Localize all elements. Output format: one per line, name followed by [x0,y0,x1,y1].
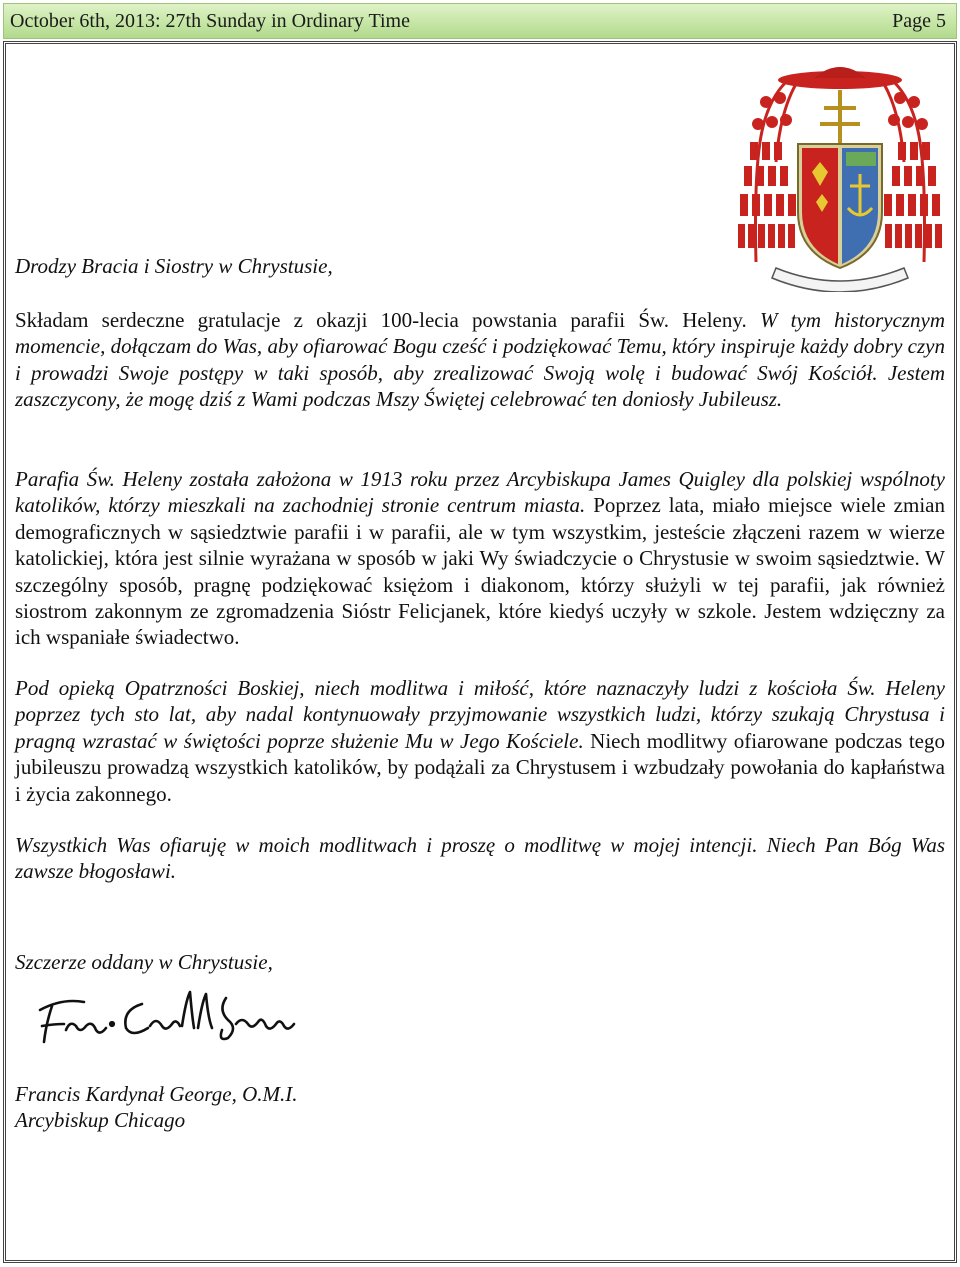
paragraph-italic-text: Parafia Św. Heleny została założona w 1913 roku przez Arcybiskupa James Quigley dla polskiej wspólnoty katolików, którzy mieszkali na zachodniej stronie centrum miasta. [15,467,945,518]
page-header [3,3,957,39]
coat-of-arms-icon [736,62,944,292]
paragraph-blessing [15,675,945,807]
paragraph-italic-text: W tym historycznym momencie, dołączam do Was, aby ofiarować Bogu cześć i podziękować Temu, który inspiruje każdy dobry czyn i prowadzi Swoje postępy w taki sposób, aby zrealizować Swoją wolę i budować Swój Kościół. Jestem zaszczycony, że mogę dziś z Wami podczas Mszy Świętej celebrować ten doniosły Jubileusz. [15,308,945,412]
closing-line: Szczerze oddany w Chrystusie, [15,950,273,974]
paragraph-upright-text: Poprzez lata, miało miejsce wiele zmian demograficznych w sąsiedztwie parafii i w parafii, ale w tym wszystkim, jesteście złączeni razem w wierze katolickiej, która jest silnie wyrażana w sposób w jaki Wy świadczycie o Chrystusie w swoim sąsiedztwie. W szczególny sposób, pragnę podziękować księżom i diakonom, którzy służyli w tej parafii, jak również siostrom zakonnym ze zgromadzenia Sióstr Felicjanek, które kiedyś uczyły w szkole. Jestem wdzięczny za ich wspaniałe świadectwo. [15,493,945,650]
header-date: October 6th, 2013: 27th Sunday in Ordinary Time [10,9,410,32]
signature-icon [22,980,322,1060]
paragraph-prayer: Wszystkich Was ofiaruję w moich modlitwach i proszę o modlitwę w mojej intencji. Niech Pan Bóg Was zawsze błogosławi. [15,833,945,884]
paragraph-italic-text: Pod opieką Opatrzności Boskiej, niech modlitwa i miłość, które naznaczyły ludzi z kościoła Św. Heleny poprzez tych sto lat, aby nadal kontynuowały przyjmowanie wszystkich ludzi, którzy szukają Chrystusa i pragną wzrastać w świętości poprze służenie Mu w Jego Kościele. [15,676,945,753]
signer-name: Francis Kardynał George, O.M.I. [15,1082,298,1106]
header-page-number: Page 5 [892,9,946,32]
paragraph-upright-text: Niech modlitwy ofiarowane podczas tego jubileuszu prowadzą wszystkich katolików, by podążali za Chrystusem i wzbudzały powołania do kapłaństwa i życia zakonnego. [15,728,945,806]
signer-block [15,1081,298,1134]
signer-title: Arcybiskup Chicago [15,1108,186,1133]
paragraph-upright-text: Składam serdeczne gratulacje z okazji 100-lecia powstania parafii Św. Heleny. [15,308,747,332]
paragraph-history [15,466,945,651]
paragraph-congratulations [15,307,945,413]
salutation: Drodzy Bracia i Siostry w Chrystusie, [15,254,333,278]
